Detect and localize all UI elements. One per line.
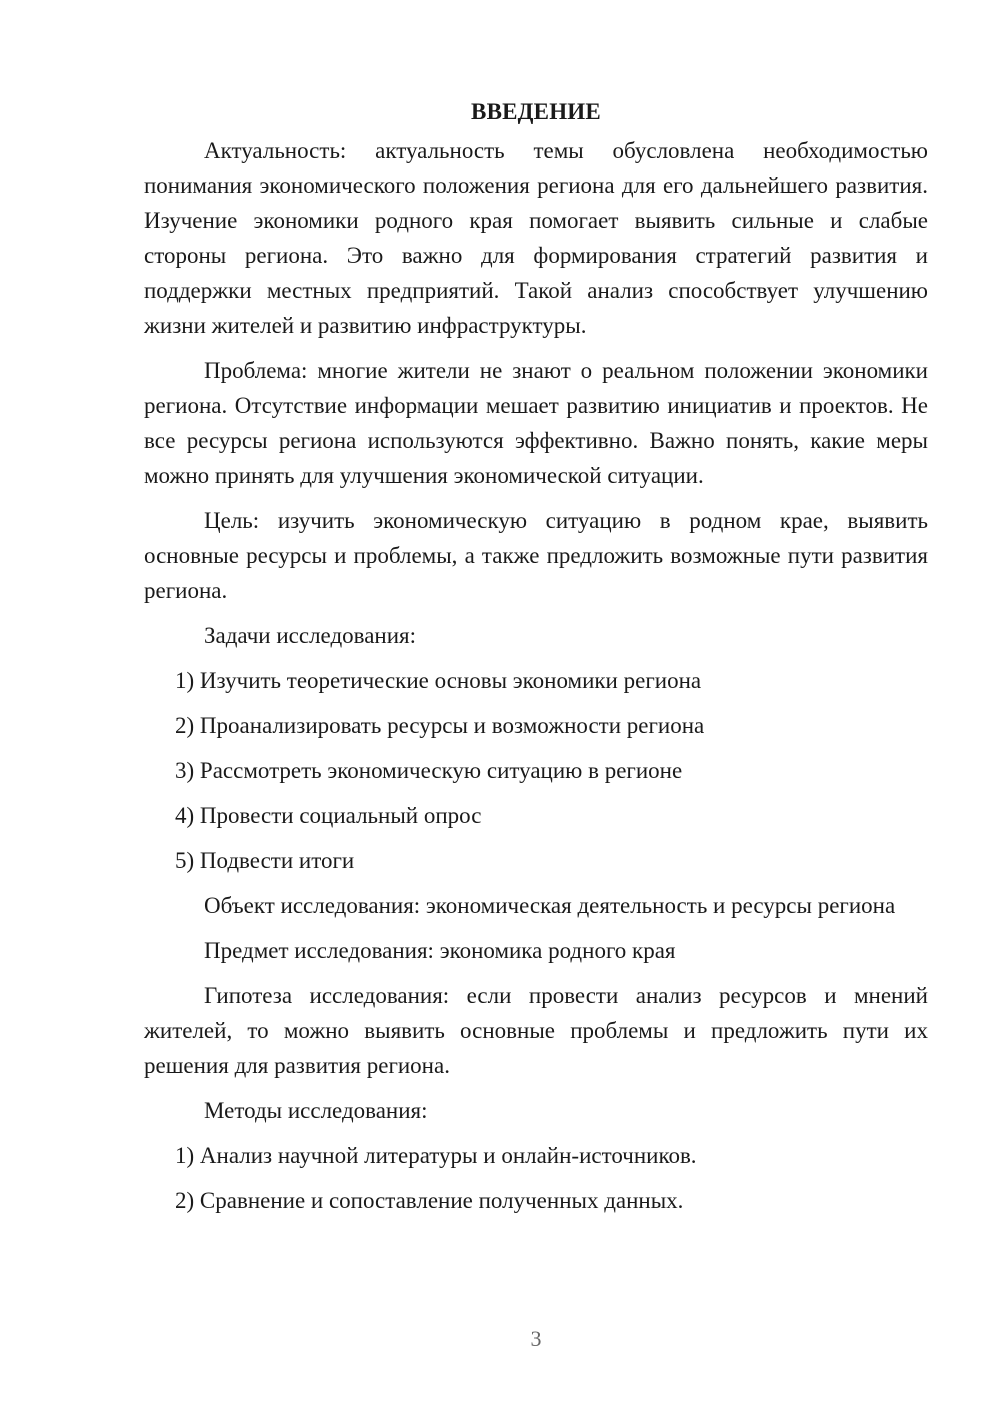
- page-number: 3: [530, 1326, 542, 1351]
- task-item-1: 1) Изучить теоретические основы экономики региона: [175, 668, 702, 693]
- task-item-3: 3) Рассмотреть экономическую ситуацию в регионе: [175, 758, 683, 783]
- relevance-paragraph: Актуальность: актуальность темы обусловлена необходимостью понимания экономического положения региона для его дальнейшего развития. Изучение экономики родного края помогает выявить сильные и слабые стороны региона. Это важно для формирования стратегий развития и поддержки местных предприятий. Такой анализ способствует улучшению жизни жителей и развитию инфраструктуры.: [144, 138, 928, 338]
- problem-paragraph: Проблема: многие жители не знают о реальном положении экономики региона. Отсутствие информации мешает развитию инициатив и проектов. Не все ресурсы региона используются эффективно. Важно понять, какие меры можно принять для улучшения экономической ситуации.: [144, 358, 928, 488]
- method-item-2: 2) Сравнение и сопоставление полученных данных.: [175, 1188, 684, 1213]
- object-paragraph: Объект исследования: экономическая деятельность и ресурсы региона: [204, 893, 896, 918]
- page-title: ВВЕДЕНИЕ: [471, 99, 601, 124]
- method-item-1: 1) Анализ научной литературы и онлайн-источников.: [175, 1143, 697, 1168]
- goal-paragraph: Цель: изучить экономическую ситуацию в родном крае, выявить основные ресурсы и проблемы, а также предложить возможные пути развития региона.: [144, 508, 928, 603]
- tasks-heading: Задачи исследования:: [204, 623, 417, 648]
- subject-paragraph: Предмет исследования: экономика родного края: [204, 938, 676, 963]
- task-item-2: 2) Проанализировать ресурсы и возможности региона: [175, 713, 705, 738]
- methods-heading: Методы исследования:: [204, 1098, 428, 1123]
- task-item-5: 5) Подвести итоги: [175, 848, 355, 873]
- hypothesis-paragraph: Гипотеза исследования: если провести анализ ресурсов и мнений жителей, то можно выявить основные проблемы и предложить пути их решения для развития региона.: [144, 983, 928, 1078]
- page-content: [144, 90, 928, 1228]
- task-item-4: 4) Провести социальный опрос: [175, 803, 482, 828]
